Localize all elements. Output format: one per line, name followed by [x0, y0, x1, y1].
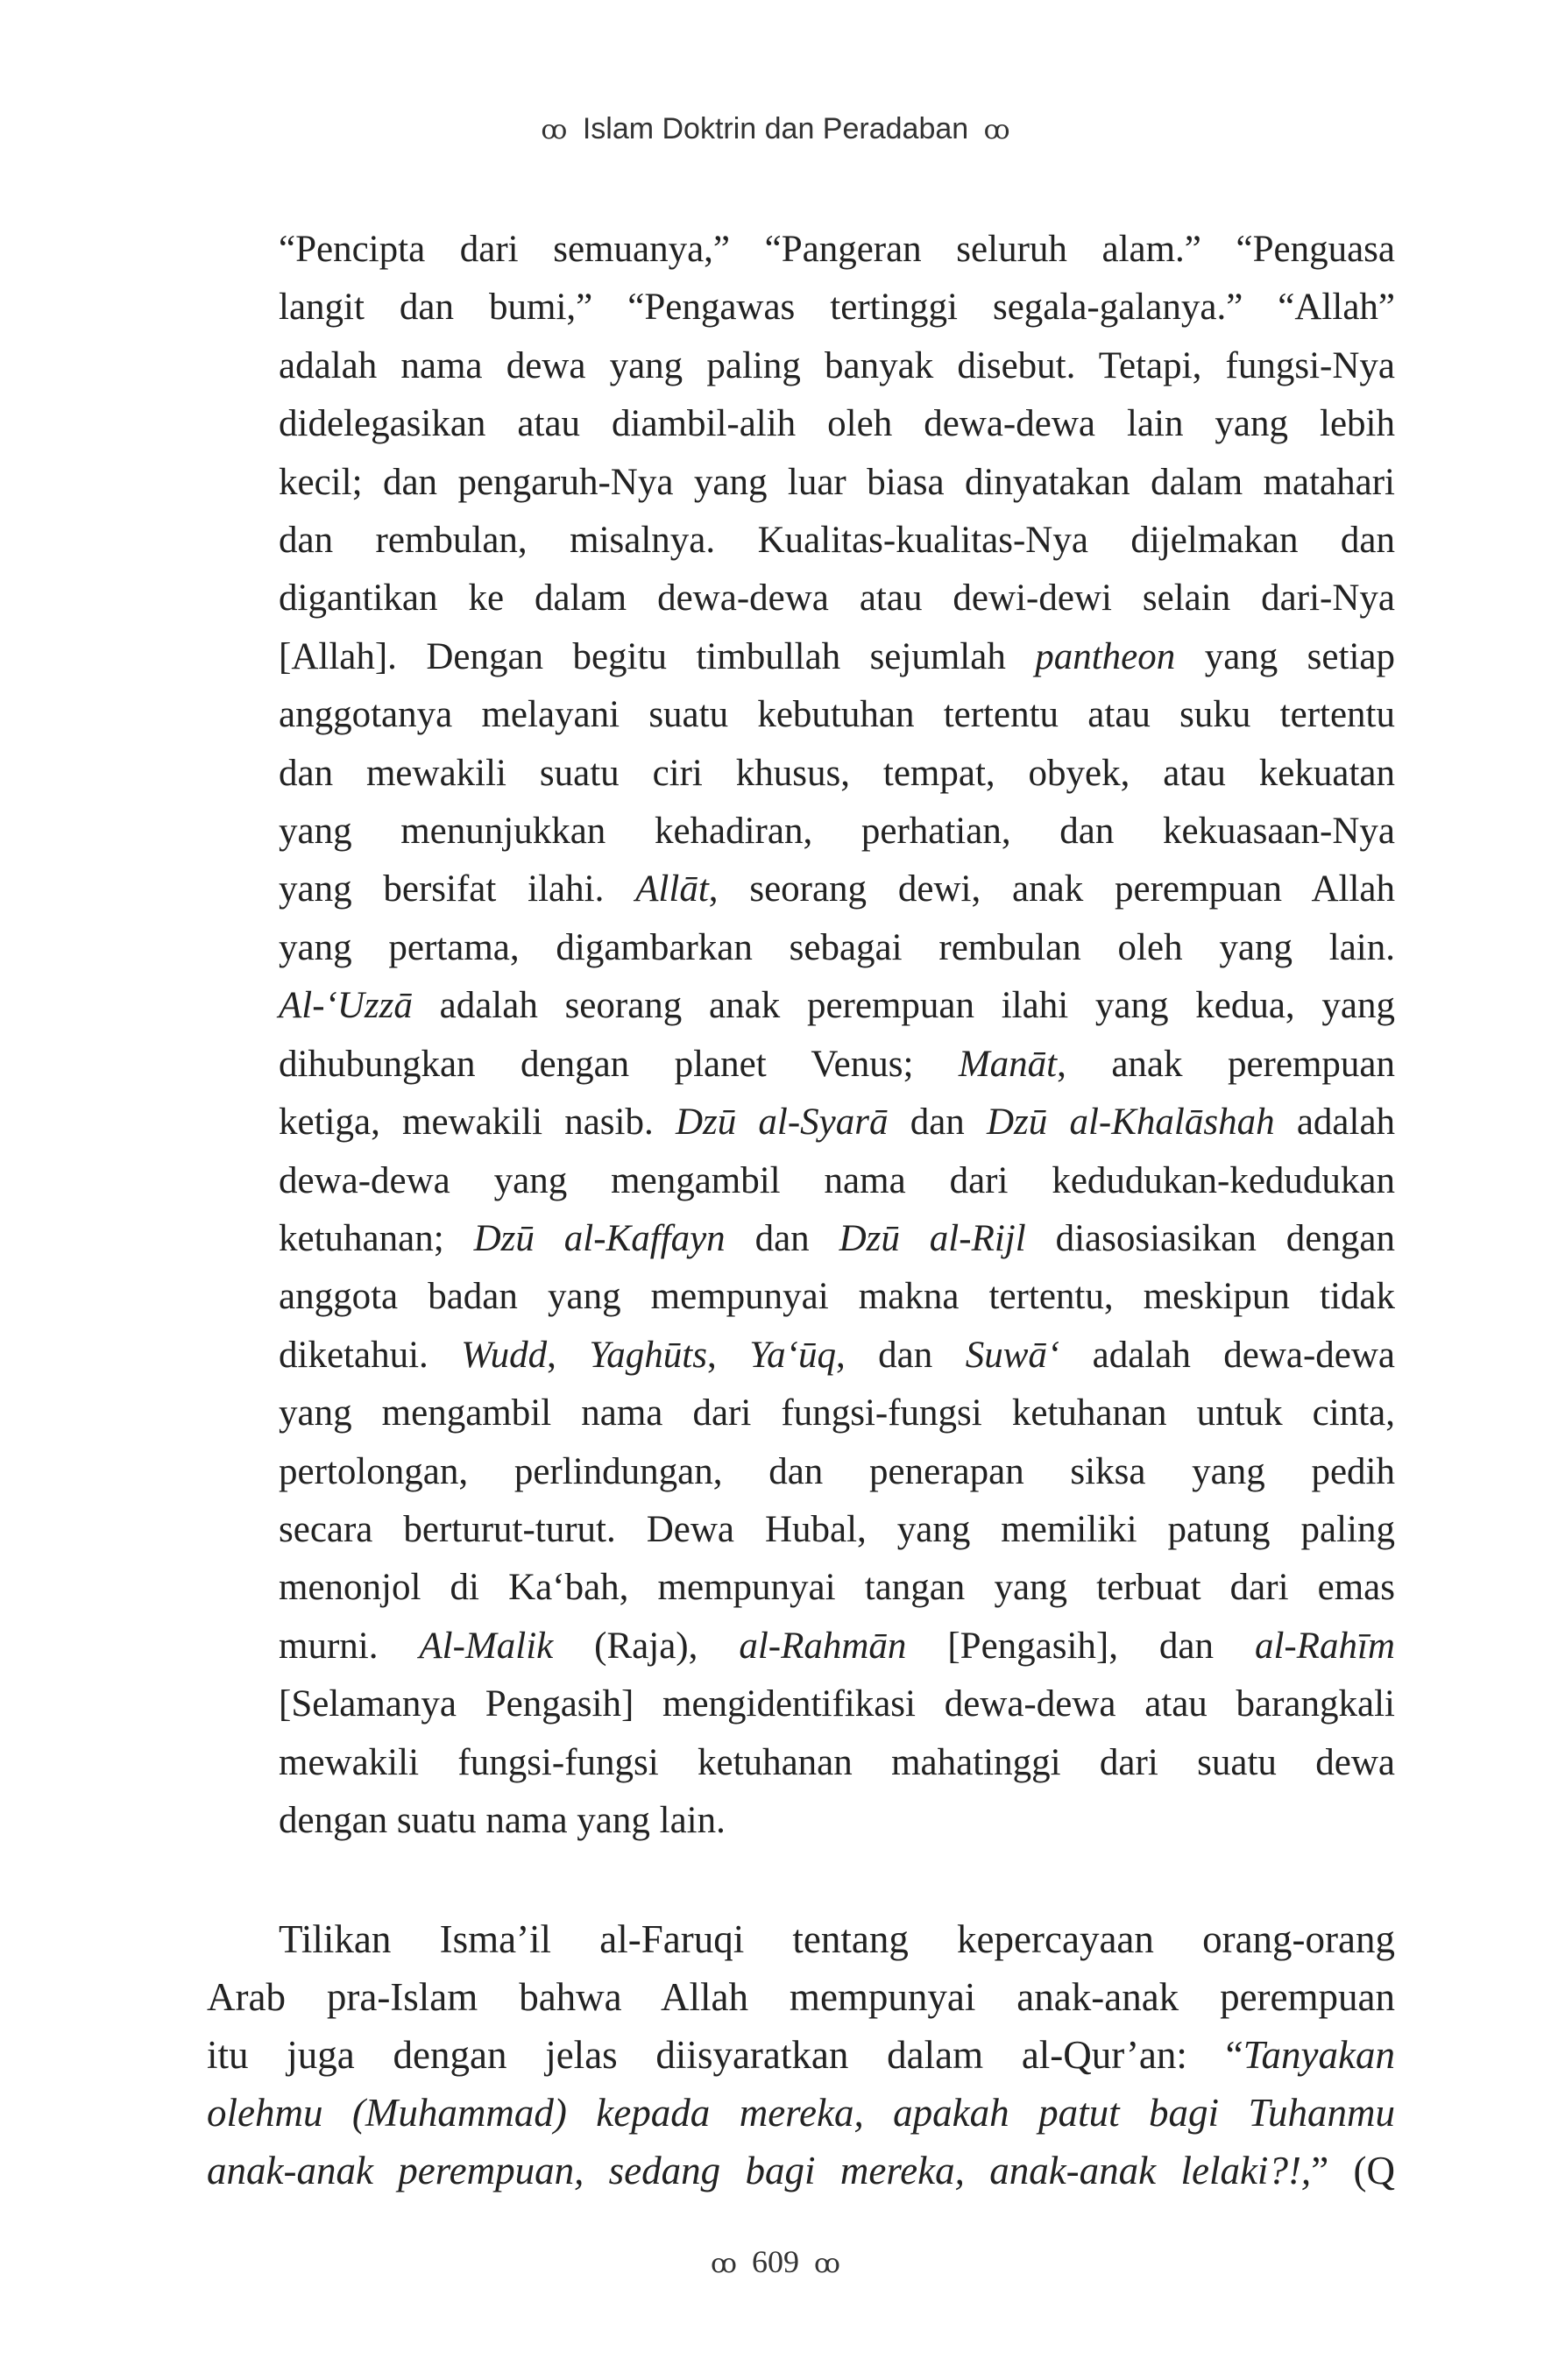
text-run: didelegasikan atau diambil-alih oleh dewa-dewa lain yang lebih	[279, 403, 1395, 445]
text-run: murni.	[279, 1625, 420, 1667]
text-run: ,	[547, 1334, 590, 1376]
running-header	[0, 112, 1551, 146]
quote-line	[279, 1268, 1395, 1326]
italic-term: Dzū al-Khalāshah	[987, 1101, 1275, 1144]
text-run: langit dan bumi,” “Pengawas tertinggi segala-galanya.” “Allah”	[279, 287, 1395, 329]
text-run: dengan suatu nama yang lain.	[279, 1799, 726, 1841]
block-quote	[279, 221, 1395, 1850]
italic-term: Al-‘Uzzā	[279, 985, 413, 1027]
text-run: dan	[888, 1101, 987, 1144]
quote-line	[279, 570, 1395, 627]
text-run: , dan	[835, 1334, 966, 1376]
quote-line	[279, 395, 1395, 453]
text-run: , seorang dewi, anak perempuan Allah	[708, 868, 1396, 910]
text-run: [Selamanya Pengasih] mengidentifikasi dewa-dewa atau barangkali	[279, 1683, 1395, 1725]
italic-term: Dzū al-Syarā	[675, 1101, 889, 1144]
text-run: adalah dewa-dewa	[1059, 1334, 1396, 1376]
text-run: ketuhanan;	[279, 1217, 474, 1259]
text-run: [Pengasih], dan	[906, 1625, 1255, 1667]
quote-line	[279, 1327, 1395, 1385]
footer-ornament-right-icon: ꝏ	[814, 2249, 840, 2279]
italic-term: Allāt	[635, 868, 709, 910]
text-run: secara berturut-turut. Dewa Hubal, yang memiliki patung paling	[279, 1508, 1395, 1550]
quote-line	[279, 1734, 1395, 1792]
text-run: kecil; dan pengaruh-Nya yang luar biasa dinyatakan dalam matahari	[279, 461, 1395, 503]
footer-ornament-left-icon: ꝏ	[711, 2249, 737, 2279]
page-number: 609	[752, 2244, 799, 2279]
italic-term: Dzū al-Rijl	[839, 1217, 1026, 1259]
quote-line	[279, 454, 1395, 512]
text-run: ,	[707, 1334, 750, 1376]
text-run: (Raja),	[553, 1625, 740, 1667]
quote-line	[279, 745, 1395, 803]
italic-term: Suwā‘	[965, 1334, 1060, 1376]
body-line	[207, 2026, 1395, 2084]
quote-line	[279, 1792, 1395, 1850]
italic-term: Yaghūts	[589, 1334, 707, 1376]
italic-term: al-Rahmān	[739, 1625, 907, 1667]
quote-line	[279, 1618, 1395, 1675]
italic-term: Manāt	[958, 1043, 1058, 1085]
text-run: adalah seorang anak perempuan ilahi yang kedua, yang	[412, 985, 1395, 1027]
quote-line	[279, 1385, 1395, 1442]
text-run: , anak perempuan	[1057, 1043, 1395, 1085]
quote-line	[279, 1675, 1395, 1733]
text-run: [Allah]. Dengan begitu timbullah sejumlah	[279, 635, 1036, 677]
italic-term: olehmu (Muhammad) kepada mereka, apakah patut bagi Tuhanmu	[207, 2091, 1395, 2135]
italic-term: Al-Malik	[419, 1625, 554, 1667]
quote-line	[279, 1152, 1395, 1210]
quote-line	[279, 1501, 1395, 1559]
body-line	[207, 2084, 1395, 2142]
quote-line	[279, 1443, 1395, 1501]
page-footer	[0, 2243, 1551, 2280]
italic-term: al-Rahīm	[1254, 1625, 1395, 1667]
quote-line	[279, 1036, 1395, 1094]
body-line	[207, 2142, 1395, 2199]
quote-line	[279, 977, 1395, 1035]
quote-line	[279, 686, 1395, 744]
text-run: menonjol di Ka‘bah, mempunyai tangan yang terbuat dari emas	[279, 1567, 1395, 1609]
text-run: dewa-dewa yang mengambil nama dari kedudukan-kedudukan	[279, 1159, 1395, 1201]
body-line	[207, 1910, 1395, 1968]
text-run: anggota badan yang mempunyai makna tertentu, meskipun tidak	[279, 1276, 1395, 1318]
text-run: yang bersifat ilahi.	[279, 868, 636, 910]
italic-term: Wudd	[461, 1334, 548, 1376]
quote-line	[279, 919, 1395, 977]
text-run: digantikan ke dalam dewa-dewa atau dewi-dewi selain dari-Nya	[279, 577, 1395, 620]
text-run: dan mewakili suatu ciri khusus, tempat, obyek, atau kekuatan	[279, 752, 1395, 794]
quote-line	[279, 337, 1395, 395]
quote-line	[279, 221, 1395, 279]
ornament-right-icon: ꝏ	[983, 115, 1010, 145]
italic-term: Ya‘ūq	[749, 1334, 836, 1376]
text-run: dihubungkan dengan planet Venus;	[279, 1043, 959, 1085]
italic-term: anak-anak perempuan, sedang bagi mereka, anak-anak lelaki?!,	[207, 2149, 1312, 2192]
quote-line	[279, 1094, 1395, 1151]
ornament-left-icon: ꝏ	[541, 115, 568, 145]
text-run: yang menunjukkan kehadiran, perhatian, dan kekuasaan-Nya	[279, 811, 1395, 853]
text-run: mewakili fungsi-fungsi ketuhanan mahatinggi dari suatu dewa	[279, 1741, 1395, 1783]
text-run: pertolongan, perlindungan, dan penerapan siksa yang pedih	[279, 1450, 1395, 1492]
quote-line	[279, 803, 1395, 861]
text-run: yang pertama, digambarkan sebagai rembulan oleh yang lain.	[279, 926, 1395, 968]
text-run: yang setiap	[1175, 635, 1395, 677]
quote-line	[279, 279, 1395, 336]
text-run: diasosiasikan dengan	[1025, 1217, 1395, 1259]
text-run: diketahui.	[279, 1334, 462, 1376]
italic-term: Dzū al-Kaffayn	[473, 1217, 726, 1259]
text-run: Tilikan Isma’il al-Faruqi tentang kepercayaan orang-orang	[279, 1917, 1395, 1961]
text-run: Arab pra-Islam bahwa Allah mempunyai anak-anak perempuan	[207, 1975, 1395, 2019]
text-run: itu juga dengan jelas diisyaratkan dalam al-Qur’an: “	[207, 2033, 1243, 2077]
italic-term: Tanyakan	[1243, 2033, 1395, 2077]
running-header-title: Islam Doktrin dan Peradaban	[582, 112, 969, 145]
quote-line	[279, 628, 1395, 686]
quote-line	[279, 1210, 1395, 1268]
italic-term: pantheon	[1035, 635, 1176, 677]
text-run: “Pencipta dari semuanya,” “Pangeran seluruh alam.” “Penguasa	[279, 229, 1395, 270]
text-run: ” (Q	[1311, 2149, 1395, 2192]
text-run: anggotanya melayani suatu kebutuhan tertentu atau suku tertentu	[279, 694, 1395, 736]
text-run: dan	[725, 1217, 839, 1259]
text-run: adalah nama dewa yang paling banyak disebut. Tetapi, fungsi-Nya	[279, 344, 1395, 386]
text-run: dan rembulan, misalnya. Kualitas-kualitas-Nya dijelmakan dan	[279, 520, 1395, 562]
body-paragraph	[207, 1910, 1395, 2199]
body-line	[207, 1968, 1395, 2026]
quote-line	[279, 1559, 1395, 1617]
quote-line	[279, 512, 1395, 570]
text-run: adalah	[1274, 1101, 1396, 1144]
text-run: ketiga, mewakili nasib.	[279, 1101, 676, 1144]
quote-line	[279, 861, 1395, 918]
text-run: yang mengambil nama dari fungsi-fungsi ketuhanan untuk cinta,	[279, 1392, 1395, 1434]
